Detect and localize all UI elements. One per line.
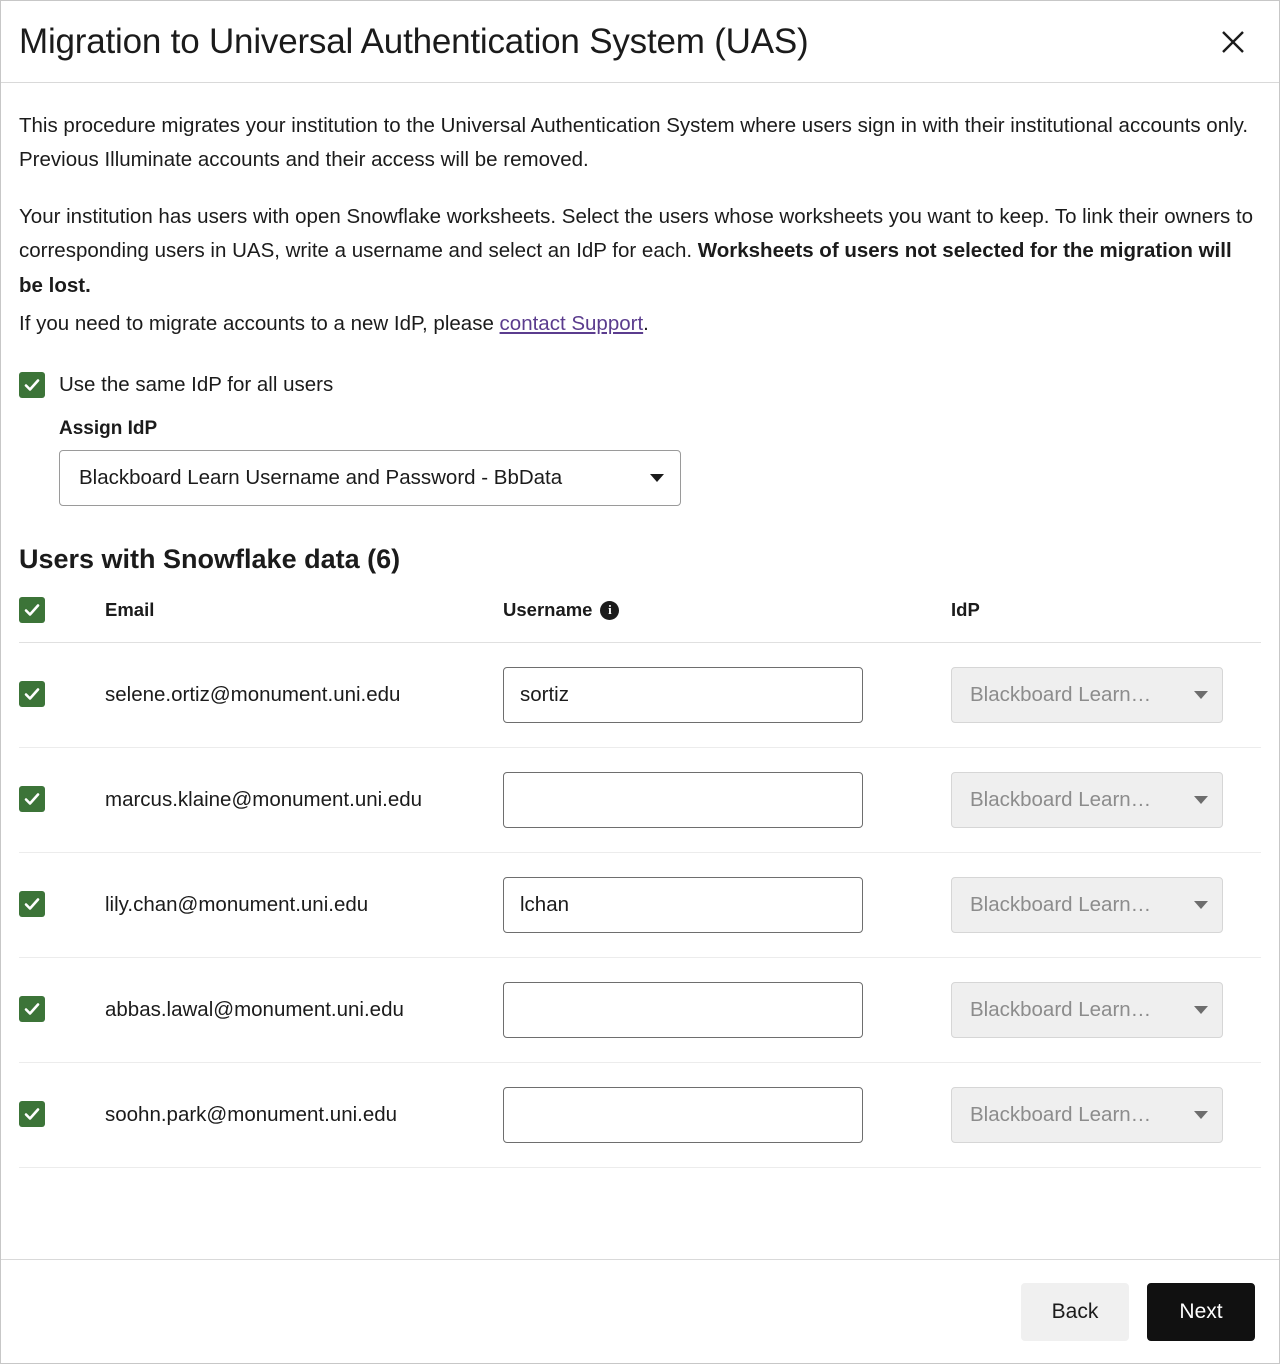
intro-paragraph-2: [19, 200, 1257, 303]
column-header-username: [503, 597, 951, 643]
row-username-cell: [503, 957, 951, 1062]
row-email: marcus.klaine@monument.uni.edu: [91, 747, 503, 852]
support-line-suffix: .: [643, 312, 649, 336]
row-idp-cell: [951, 852, 1261, 957]
assign-idp-select[interactable]: [59, 450, 681, 506]
row-idp-cell: [951, 642, 1261, 747]
dialog-footer: [1, 1259, 1279, 1363]
row-select-cell: [19, 642, 91, 747]
username-input[interactable]: [503, 772, 863, 828]
dialog-header: [1, 1, 1279, 83]
dialog-body: [1, 83, 1279, 1259]
select-all-cell: [19, 597, 91, 643]
users-section-title: Users with Snowflake data (6): [19, 543, 401, 574]
users-table-body: [19, 642, 1261, 1167]
select-all-checkbox[interactable]: [19, 597, 45, 623]
page-title: Migration to Universal Authentication System (UAS): [19, 21, 809, 61]
row-idp-select: [951, 772, 1223, 828]
row-idp-select: [951, 1087, 1223, 1143]
chevron-down-icon: [1194, 796, 1208, 804]
column-header-idp: IdP: [951, 597, 1261, 643]
chevron-down-icon: [1194, 1111, 1208, 1119]
row-idp-value: Blackboard Learn…: [970, 787, 1152, 811]
row-idp-select: [951, 667, 1223, 723]
support-line-prefix: If you need to migrate accounts to a new IdP, please: [19, 312, 500, 336]
table-header-row: [19, 597, 1261, 643]
row-email: lily.chan@monument.uni.edu: [91, 852, 503, 957]
row-checkbox[interactable]: [19, 681, 45, 707]
users-table: [19, 597, 1261, 1168]
row-idp-value: Blackboard Learn…: [970, 892, 1152, 916]
row-select-cell: [19, 852, 91, 957]
username-input[interactable]: [503, 667, 863, 723]
row-checkbox[interactable]: [19, 996, 45, 1022]
info-icon[interactable]: i: [600, 601, 619, 620]
close-icon[interactable]: [1213, 22, 1253, 62]
intro-paragraph-2-text: Your institution has users with open Snowflake worksheets. Select the users whose worksheets you want to keep. To link their owners to corresponding users in UAS, write a username and select an IdP for each.: [19, 204, 1254, 263]
row-select-cell: [19, 1062, 91, 1167]
table-row: [19, 747, 1261, 852]
row-idp-select: [951, 877, 1223, 933]
contact-support-link[interactable]: contact Support: [499, 312, 644, 336]
users-table-head: [19, 597, 1261, 643]
row-checkbox[interactable]: [19, 786, 45, 812]
row-idp-value: Blackboard Learn…: [970, 682, 1152, 706]
row-email: selene.ortiz@monument.uni.edu: [91, 642, 503, 747]
next-button[interactable]: Next: [1147, 1283, 1255, 1341]
row-checkbox[interactable]: [19, 891, 45, 917]
table-row: [19, 852, 1261, 957]
back-button[interactable]: Back: [1021, 1283, 1129, 1341]
table-row: [19, 1062, 1261, 1167]
username-input[interactable]: [503, 877, 863, 933]
row-idp-cell: [951, 1062, 1261, 1167]
use-same-idp-label: Use the same IdP for all users: [59, 372, 334, 396]
use-same-idp-row: [19, 372, 1257, 398]
row-username-cell: [503, 747, 951, 852]
assign-idp-selected-value: Blackboard Learn Username and Password - BbData: [79, 465, 563, 489]
chevron-down-icon: [650, 474, 664, 482]
table-row: [19, 957, 1261, 1062]
chevron-down-icon: [1194, 901, 1208, 909]
row-idp-cell: [951, 957, 1261, 1062]
username-input[interactable]: [503, 982, 863, 1038]
intro-paragraph-2-emphasis: Worksheets of users not selected for the migration will be lost.: [19, 239, 1232, 297]
column-header-email: Email: [91, 597, 503, 643]
chevron-down-icon: [1194, 691, 1208, 699]
intro-paragraph-1: This procedure migrates your institution to the Universal Authentication System where users sign in with their institutional accounts only. Previous Illuminate accounts and their access will be removed.: [19, 114, 1249, 172]
assign-idp-label: Assign IdP: [59, 417, 158, 439]
row-select-cell: [19, 957, 91, 1062]
row-username-cell: [503, 642, 951, 747]
support-line: [19, 307, 1257, 341]
column-header-username-label: Username: [503, 599, 593, 621]
row-idp-select: [951, 982, 1223, 1038]
username-input[interactable]: [503, 1087, 863, 1143]
row-idp-value: Blackboard Learn…: [970, 1102, 1152, 1126]
chevron-down-icon: [1194, 1006, 1208, 1014]
row-email: soohn.park@monument.uni.edu: [91, 1062, 503, 1167]
use-same-idp-checkbox[interactable]: [19, 372, 45, 398]
row-email: abbas.lawal@monument.uni.edu: [91, 957, 503, 1062]
row-username-cell: [503, 852, 951, 957]
row-idp-cell: [951, 747, 1261, 852]
row-username-cell: [503, 1062, 951, 1167]
row-checkbox[interactable]: [19, 1101, 45, 1127]
table-row: [19, 642, 1261, 747]
row-idp-value: Blackboard Learn…: [970, 997, 1152, 1021]
row-select-cell: [19, 747, 91, 852]
